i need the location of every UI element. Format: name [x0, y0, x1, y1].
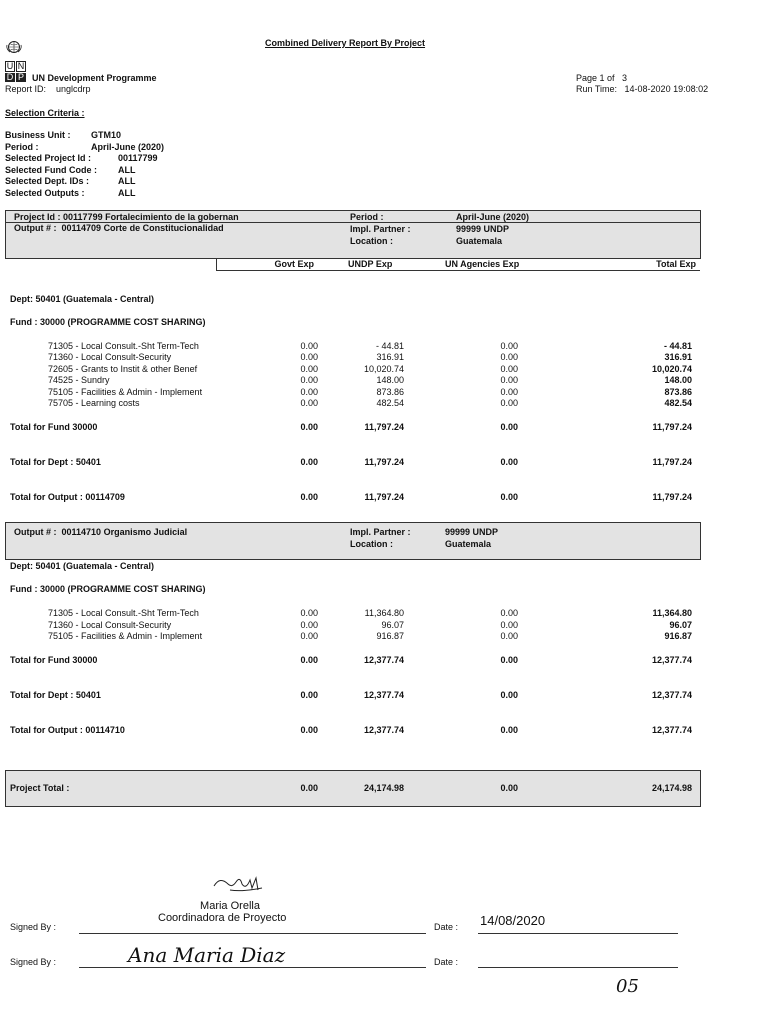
- fund-heading: Fund : 30000 (PROGRAMME COST SHARING): [10, 317, 206, 327]
- line-agencies: 0.00: [500, 620, 518, 630]
- project-total-govt: 0.00: [300, 783, 318, 793]
- line-undp: - 44.81: [375, 341, 404, 351]
- line-desc: 72605 - Grants to Instit & other Benef: [48, 364, 198, 374]
- expense-line: [0, 608, 770, 620]
- total-label: Total for Output : 00114709: [10, 492, 125, 502]
- period-label: Period :: [350, 212, 384, 222]
- line-govt: 0.00: [300, 352, 318, 362]
- period-value: April-June (2020): [456, 212, 530, 222]
- dept-heading: Dept: 50401 (Guatemala - Central): [10, 561, 155, 571]
- undp-letter-grid: [5, 61, 27, 82]
- line-total: 96.07: [669, 620, 692, 630]
- output-row: [14, 223, 224, 233]
- logo-letter: U: [6, 61, 14, 71]
- line-govt: 0.00: [300, 620, 318, 630]
- total-total: 12,377.74: [651, 690, 692, 700]
- col-undp-exp: UNDP Exp: [348, 259, 393, 269]
- output-value: 00114709 Corte de Constitucionalidad: [61, 223, 224, 233]
- signer-2-handwritten-name: Ana Maria Diaz: [128, 943, 286, 967]
- location-label: Location :: [350, 236, 393, 246]
- total-total: 11,797.24: [652, 422, 692, 432]
- total-govt: 0.00: [300, 655, 318, 665]
- line-govt: 0.00: [300, 398, 318, 408]
- col-govt-exp: Govt Exp: [274, 259, 314, 269]
- line-total: 11,364.80: [652, 608, 692, 618]
- line-desc: 71305 - Local Consult.-Sht Term-Tech: [48, 341, 199, 351]
- line-undp: 96.07: [381, 620, 404, 630]
- date-label-1: Date :: [434, 922, 459, 932]
- location-value: Guatemala: [456, 236, 503, 246]
- total-undp: 11,797.24: [364, 457, 404, 467]
- total-total: 12,377.74: [651, 725, 692, 735]
- total-agencies: 0.00: [500, 725, 518, 735]
- total-label: Total for Dept : 50401: [10, 690, 101, 700]
- total-undp: 11,797.24: [364, 422, 404, 432]
- page-label: Page 1 of: [576, 73, 615, 83]
- total-agencies: 0.00: [500, 690, 518, 700]
- criteria-heading: Selection Criteria :: [5, 108, 85, 118]
- line-total: - 44.81: [663, 341, 692, 351]
- page-total: 3: [622, 73, 628, 83]
- line-govt: 0.00: [300, 608, 318, 618]
- project-total-label: Project Total :: [10, 783, 70, 793]
- undp-logo: [6, 40, 24, 56]
- signer-1-title: Coordinadora de Proyecto: [158, 912, 287, 924]
- expense-line: [0, 631, 770, 643]
- signer-1-name: Maria Orella: [200, 900, 260, 912]
- line-total: 316.91: [664, 352, 692, 362]
- signature-1-scribble: [212, 872, 268, 896]
- line-desc: 71360 - Local Consult-Security: [48, 352, 172, 362]
- expense-line: [0, 352, 770, 364]
- total-total: 11,797.24: [652, 457, 692, 467]
- line-total: 916.87: [664, 631, 692, 641]
- criteria-label: Period :: [5, 141, 39, 152]
- line-agencies: 0.00: [500, 631, 518, 641]
- total-govt: 0.00: [300, 492, 318, 502]
- total-total: 12,377.74: [651, 655, 692, 665]
- date-line-2: [478, 967, 678, 968]
- line-agencies: 0.00: [500, 387, 518, 397]
- project-id-label: Project Id :: [14, 212, 61, 222]
- line-total: 148.00: [664, 375, 692, 385]
- total-undp: 12,377.74: [363, 655, 404, 665]
- project-id-value: 00117799 Fortalecimiento de la gobernan: [63, 212, 239, 222]
- total-undp: 12,377.74: [363, 725, 404, 735]
- run-time-label: Run Time:: [576, 84, 618, 94]
- date-label-2: Date :: [434, 957, 459, 967]
- col-total-exp: Total Exp: [656, 259, 696, 269]
- project-total-row: [0, 783, 770, 795]
- expense-line: [0, 375, 770, 387]
- criteria-value: GTM10: [91, 130, 122, 140]
- output2-row: [14, 527, 187, 537]
- total-govt: 0.00: [300, 422, 318, 432]
- criteria-block: [5, 130, 164, 199]
- total-govt: 0.00: [300, 457, 318, 467]
- handwritten-page-mark: 05: [616, 976, 639, 997]
- line-agencies: 0.00: [500, 364, 518, 374]
- criteria-value: ALL: [118, 164, 136, 175]
- line-desc: 71305 - Local Consult.-Sht Term-Tech: [48, 608, 199, 618]
- signed-by-label-2: Signed By :: [10, 957, 57, 967]
- report-id-value: unglcdrp: [56, 84, 91, 94]
- line-undp: 10,020.74: [363, 364, 404, 374]
- line-govt: 0.00: [300, 631, 318, 641]
- column-header-rule: [216, 270, 700, 271]
- logo-letter: D: [6, 72, 14, 82]
- line-agencies: 0.00: [500, 375, 518, 385]
- org-name: UN Development Programme: [32, 73, 157, 83]
- total-row: [0, 725, 770, 737]
- page-indicator: [576, 73, 627, 83]
- run-time-value: 14-08-2020 19:08:02: [624, 84, 709, 94]
- total-row: [0, 690, 770, 702]
- line-total: 873.86: [664, 387, 692, 397]
- line-agencies: 0.00: [500, 352, 518, 362]
- project-total-undp: 24,174.98: [363, 783, 404, 793]
- total-label: Total for Fund 30000: [10, 655, 98, 665]
- total-label: Total for Fund 30000: [10, 422, 98, 432]
- signature-line-2: [79, 967, 426, 968]
- location-label: Location :: [350, 539, 393, 549]
- line-govt: 0.00: [300, 375, 318, 385]
- line-desc: 74525 - Sundry: [48, 375, 110, 385]
- output-label: Output # :: [14, 527, 57, 537]
- total-undp: 11,797.24: [364, 492, 404, 502]
- criteria-label: Selected Dept. IDs :: [5, 176, 90, 186]
- date-line-1: [478, 933, 678, 934]
- criteria-value: 00117799: [118, 153, 158, 163]
- partner-value: 99999 UNDP: [456, 224, 510, 234]
- signed-by-label-1: Signed By :: [10, 922, 57, 932]
- location-value: Guatemala: [445, 539, 492, 549]
- line-agencies: 0.00: [500, 608, 518, 618]
- line-agencies: 0.00: [500, 341, 518, 351]
- total-agencies: 0.00: [500, 457, 518, 467]
- line-agencies: 0.00: [500, 398, 518, 408]
- partner-label: Impl. Partner :: [350, 527, 411, 537]
- line-desc: 75705 - Learning costs: [48, 398, 140, 408]
- project-total-total: 24,174.98: [651, 783, 692, 793]
- partner-value: 99999 UNDP: [445, 527, 499, 537]
- total-total: 11,797.24: [652, 492, 692, 502]
- criteria-value: April-June (2020): [91, 141, 165, 152]
- col-agencies-exp: UN Agencies Exp: [445, 259, 520, 269]
- total-row: [0, 457, 770, 469]
- criteria-label: Selected Project Id :: [5, 153, 92, 163]
- total-agencies: 0.00: [500, 422, 518, 432]
- output-value: 00114710 Organismo Judicial: [61, 527, 188, 537]
- total-row: [0, 655, 770, 667]
- line-total: 10,020.74: [651, 364, 692, 374]
- criteria-label: Selected Fund Code :: [5, 164, 98, 175]
- handwritten-signature-icon: [212, 872, 268, 894]
- date-1-value: 14/08/2020: [480, 913, 546, 928]
- output-label: Output # :: [14, 223, 57, 233]
- total-govt: 0.00: [300, 725, 318, 735]
- total-agencies: 0.00: [500, 492, 518, 502]
- logo-letter: P: [17, 72, 24, 82]
- report-id-row: [5, 84, 91, 94]
- un-emblem-icon: [6, 40, 22, 54]
- line-undp: 11,364.80: [364, 608, 404, 618]
- line-govt: 0.00: [300, 387, 318, 397]
- line-govt: 0.00: [300, 341, 318, 351]
- total-undp: 12,377.74: [363, 690, 404, 700]
- line-undp: 916.87: [376, 631, 404, 641]
- criteria-value: ALL: [118, 176, 136, 186]
- line-undp: 316.91: [376, 352, 404, 362]
- logo-letter: N: [17, 61, 25, 71]
- line-undp: 482.54: [376, 398, 404, 408]
- total-row: [0, 422, 770, 434]
- dept-heading: Dept: 50401 (Guatemala - Central): [10, 294, 155, 304]
- expense-line: [0, 398, 770, 410]
- report-id-label: Report ID:: [5, 84, 47, 94]
- line-desc: 75105 - Facilities & Admin - Implement: [48, 631, 203, 641]
- line-desc: 75105 - Facilities & Admin - Implement: [48, 387, 203, 397]
- line-desc: 71360 - Local Consult-Security: [48, 620, 172, 630]
- fund-heading: Fund : 30000 (PROGRAMME COST SHARING): [10, 584, 206, 594]
- signature-line-1: [79, 933, 426, 934]
- project-total-agencies: 0.00: [500, 783, 518, 793]
- partner-label: Impl. Partner :: [350, 224, 411, 234]
- criteria-label: Business Unit :: [5, 130, 71, 140]
- column-header-left-rule: [216, 258, 217, 270]
- total-row: [0, 492, 770, 504]
- total-label: Total for Output : 00114710: [10, 725, 125, 735]
- criteria-value: ALL: [118, 187, 136, 198]
- line-govt: 0.00: [300, 364, 318, 374]
- line-undp: 148.00: [376, 375, 404, 385]
- total-agencies: 0.00: [500, 655, 518, 665]
- total-govt: 0.00: [300, 690, 318, 700]
- project-id-row: [14, 212, 239, 222]
- criteria-label: Selected Outputs :: [5, 187, 85, 198]
- report-title: Combined Delivery Report By Project: [265, 38, 426, 48]
- line-undp: 873.86: [376, 387, 404, 397]
- total-label: Total for Dept : 50401: [10, 457, 101, 467]
- run-time: [576, 84, 708, 94]
- line-total: 482.54: [664, 398, 692, 408]
